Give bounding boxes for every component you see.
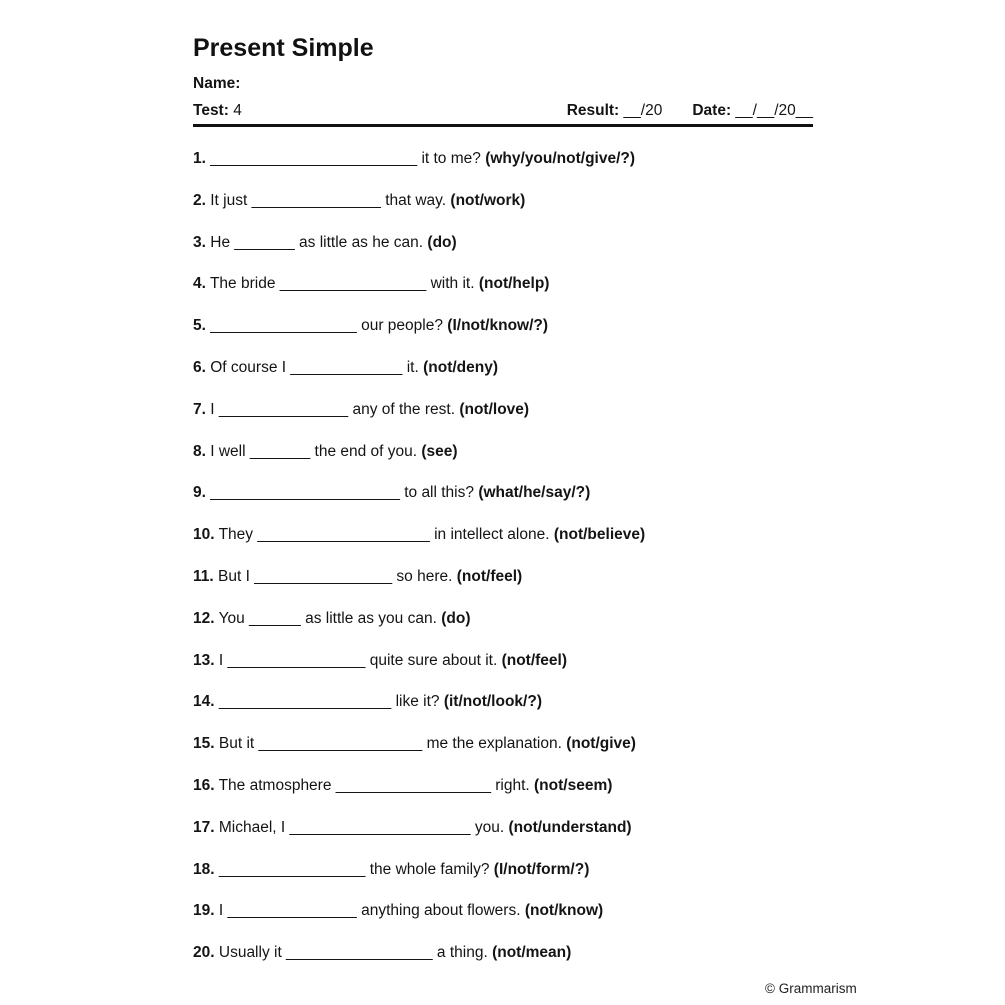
question-text: Of course I _____________ it.: [210, 358, 419, 376]
question-text: Michael, I _____________________ you.: [218, 818, 505, 836]
question-number: 6.: [193, 358, 206, 376]
question-number: 13.: [193, 651, 215, 669]
question-text: ______________________ to all this?: [210, 484, 474, 502]
question-text: But it ___________________ me the explanation.: [218, 735, 562, 753]
question-row: [193, 222, 813, 264]
question-number: 16.: [193, 776, 215, 794]
question-row: [193, 514, 813, 556]
question-text: ________________________ it to me?: [210, 150, 481, 167]
question-row: [193, 305, 813, 347]
meta-row: [193, 103, 813, 119]
question-text: I _______________ anything about flowers.: [218, 902, 521, 920]
question-hint: (not/give): [566, 735, 636, 753]
question-hint: (I/not/know/?): [447, 317, 549, 335]
name-field: [193, 76, 813, 92]
date-field: [692, 103, 813, 119]
question-hint: (not/believe): [553, 526, 646, 544]
question-text: Usually it _________________ a thing.: [218, 944, 488, 962]
question-text: The atmosphere __________________ right.: [218, 776, 530, 794]
question-text: You ______ as little as you can.: [218, 609, 437, 627]
question-text: I _______________ any of the rest.: [210, 400, 456, 418]
question-hint: (not/love): [459, 400, 530, 418]
question-row: [193, 640, 813, 682]
question-text: He _______ as little as he can.: [210, 233, 424, 251]
question-hint: (do): [441, 609, 471, 627]
question-hint: (why/you/not/give/?): [485, 150, 636, 167]
question-hint: (do): [427, 233, 457, 251]
result-field: [567, 103, 663, 119]
question-hint: (see): [421, 442, 458, 460]
question-row: [193, 807, 813, 849]
question-number: 10.: [193, 526, 215, 544]
question-hint: (not/feel): [501, 651, 567, 669]
question-hint: (not/help): [478, 275, 550, 293]
question-number: 20.: [193, 944, 215, 962]
question-hint: (not/deny): [423, 358, 499, 376]
question-row: [193, 347, 813, 389]
question-row: [193, 263, 813, 305]
question-row: [193, 180, 813, 222]
question-row: [193, 849, 813, 891]
question-text: _________________ the whole family?: [218, 860, 490, 878]
question-number: 17.: [193, 818, 215, 836]
question-row: [193, 932, 813, 974]
question-number: 3.: [193, 233, 206, 251]
question-row: [193, 138, 813, 180]
question-number: 12.: [193, 609, 215, 627]
question-hint: (not/work): [450, 191, 526, 209]
result-label: Result:: [566, 102, 620, 119]
question-number: 9.: [193, 484, 206, 502]
question-text: I ________________ quite sure about it.: [218, 651, 498, 669]
question-text: _________________ our people?: [210, 317, 443, 335]
question-number: 11.: [193, 567, 214, 585]
question-number: 15.: [193, 735, 215, 753]
test-value: 4: [233, 102, 242, 119]
question-text: ____________________ like it?: [218, 693, 440, 711]
test-label: Test:: [193, 102, 229, 119]
copyright-notice: © Grammarism: [765, 981, 857, 996]
name-label: Name:: [193, 75, 241, 92]
question-row: [193, 389, 813, 431]
question-number: 2.: [193, 191, 206, 209]
question-text: They ____________________ in intellect alone.: [218, 526, 550, 544]
question-row: [193, 723, 813, 765]
question-text: But I ________________ so here.: [218, 567, 453, 585]
question-hint: (I/not/form/?): [493, 860, 590, 878]
question-row: [193, 890, 813, 932]
question-number: 8.: [193, 442, 206, 460]
question-row: [193, 598, 813, 640]
question-number: 5.: [193, 317, 206, 335]
page-title: Present Simple: [193, 34, 374, 62]
question-hint: (not/know): [524, 902, 604, 920]
question-number: 1.: [193, 150, 206, 167]
date-label: Date:: [692, 102, 732, 119]
question-hint: (what/he/say/?): [478, 484, 591, 502]
question-hint: (it/not/look/?): [443, 693, 542, 711]
test-field: [193, 103, 242, 119]
question-text: The bride _________________ with it.: [209, 275, 475, 293]
question-hint: (not/feel): [456, 567, 523, 585]
worksheet-content: [193, 33, 813, 974]
question-text: It just _______________ that way.: [210, 191, 447, 209]
question-row: [193, 681, 813, 723]
result-value: __/20: [623, 102, 663, 119]
question-number: 4.: [193, 275, 206, 293]
question-hint: (not/seem): [534, 776, 613, 794]
question-number: 18.: [193, 860, 215, 878]
date-value: __/__/20__: [735, 102, 813, 119]
question-text: I well _______ the end of you.: [210, 442, 418, 460]
question-row: [193, 556, 813, 598]
header-divider: [193, 124, 813, 127]
question-hint: (not/understand): [508, 818, 632, 836]
question-row: [193, 472, 813, 514]
meta-right-group: [567, 103, 813, 119]
question-number: 14.: [193, 693, 215, 711]
question-number: 19.: [193, 902, 215, 920]
question-hint: (not/mean): [492, 944, 572, 962]
question-row: [193, 431, 813, 473]
question-list: [193, 138, 813, 974]
question-row: [193, 765, 813, 807]
question-number: 7.: [193, 400, 206, 418]
